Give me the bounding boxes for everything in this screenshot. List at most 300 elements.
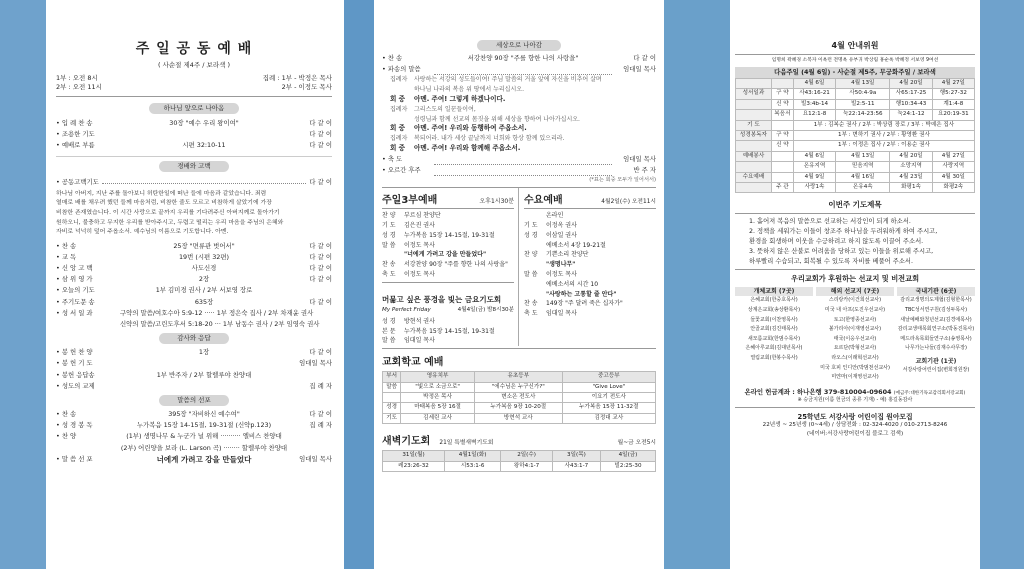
order-leader: 다 같 이 xyxy=(309,119,332,127)
order-label: • 교 독 xyxy=(56,252,120,263)
table-cell: 구 약 xyxy=(771,131,793,141)
order-detail xyxy=(120,358,288,369)
litany-text: 아멘. 주여! 우리와 함께해 주옵소서. xyxy=(414,143,521,152)
table-cell: 4월 20일 xyxy=(890,79,932,89)
order-leader: 다 같 이 xyxy=(309,252,332,261)
service-row xyxy=(524,299,656,309)
page-subtitle: ( 사순절 제4주 / 보라색 ) xyxy=(158,61,230,69)
service-row xyxy=(524,211,656,221)
table-cell: 믿음지역 xyxy=(836,162,890,172)
order-label: • 신 앙 고 백 xyxy=(56,263,120,274)
missions-item: 요르단(박형선교사) xyxy=(833,345,877,352)
table-row xyxy=(736,183,975,193)
table-row xyxy=(736,162,975,172)
service-row xyxy=(524,270,656,280)
middle-blue-band-1 xyxy=(344,0,374,569)
litany-text: 복되어라. 내가 세상 끝날까지 너희와 항상 함께 있으리라. xyxy=(414,135,565,143)
third-service-time: 오후1시30분 xyxy=(479,198,514,206)
missions-column-header: 해외 선교지 (7곳) xyxy=(816,287,894,296)
table-row xyxy=(383,451,656,461)
service-detail: 기쁜소리 찬양단 xyxy=(546,251,589,259)
order-list-4 xyxy=(56,409,332,465)
table-cell: 왕하4:1-7 xyxy=(501,461,553,471)
table-cell: 신 약 xyxy=(771,141,793,151)
dawn-prayer-time: 월~금 오전5시 xyxy=(617,440,656,447)
order-row xyxy=(56,297,332,308)
order-label: • 성 경 봉 독 xyxy=(56,420,120,431)
order-detail: 2장 xyxy=(198,275,210,284)
order-row xyxy=(56,274,332,285)
order-label: • 오늘의 기도 xyxy=(56,285,120,296)
service-role: 말 씀 xyxy=(382,241,396,249)
section-header-approach: 하나님 앞으로 나아옴 xyxy=(149,103,239,114)
table-cell xyxy=(736,99,772,109)
missions-columns xyxy=(735,287,975,382)
order-row xyxy=(56,319,332,330)
litany-text: 성령님과 함께 선교의 몸짓을 위해 세상을 향하여 나아가십시오. xyxy=(414,115,580,123)
litany-speaker: 집례자 xyxy=(390,105,408,113)
dawn-prayer-subtitle: 21일 특별새벽기도회 xyxy=(439,440,494,447)
table-cell xyxy=(736,141,772,151)
section-header-thanks: 감사와 응답 xyxy=(159,333,229,344)
table-row xyxy=(383,372,656,382)
table-cell: 레23:26-32 xyxy=(383,461,445,471)
table-cell: 4월1일(화) xyxy=(445,451,501,461)
service-detail: 이정도 목사 xyxy=(404,270,435,278)
order-detail: 너에게 가려고 강을 만들었다 xyxy=(156,454,252,464)
missions-item: 새모름교회(한범수목사) xyxy=(747,335,801,342)
service-role: 성 경 xyxy=(382,317,396,325)
table-cell: 31일(월) xyxy=(383,451,445,461)
missions-item: 토고(한영종선교사) xyxy=(833,316,877,323)
church-school-table xyxy=(382,371,656,424)
table-cell: "에수님은 누구신가?" xyxy=(474,382,562,392)
order-leader: 다 같 이 xyxy=(309,264,332,273)
table-cell xyxy=(383,392,401,402)
order-leader: 다 같 이 xyxy=(309,141,332,150)
service-role: 본 문 xyxy=(382,327,396,335)
table-cell: 빌3:4b-14 xyxy=(793,99,835,109)
missions-item: 서강사랑어린이집(변희정원장) xyxy=(902,367,970,374)
order-label: • 성 서 일 과 xyxy=(56,308,120,319)
order-leader xyxy=(288,443,332,454)
service-detail: 임대일 목사 xyxy=(546,310,577,318)
service-time-2: 2부 : 오전 11시 xyxy=(56,83,102,91)
service-row xyxy=(524,241,656,251)
table-cell xyxy=(736,79,772,89)
sending-row xyxy=(382,165,656,176)
sending-detail: 서강찬양 90장 "주를 향한 나의 사랑을" xyxy=(467,54,579,62)
order-label: • 말 씀 선 포 xyxy=(56,454,120,465)
missions-item: 미얀마(이재영선교사) xyxy=(831,374,879,381)
order-row xyxy=(56,308,332,319)
table-cell: 3일(목) xyxy=(552,451,600,461)
service-row xyxy=(524,280,656,290)
table-cell: 구 약 xyxy=(771,89,793,99)
order-leader: 다 같 이 xyxy=(309,130,332,139)
sending-label: • 축 도 xyxy=(382,154,434,165)
table-row xyxy=(736,110,975,120)
service-row xyxy=(382,260,514,270)
order-row xyxy=(56,129,332,140)
litany-speaker: 집례자 xyxy=(390,76,408,84)
order-detail: (1부) 생명나무 & 누군가 널 위해 ·········· 엘비스 찬양대 xyxy=(126,432,282,441)
table-row xyxy=(736,151,975,161)
friday-list xyxy=(382,317,514,346)
missions-item: 태국(이응우선교사) xyxy=(833,335,877,342)
missions-item: 볼가리아(이재영선교사) xyxy=(828,326,882,333)
table-row xyxy=(383,382,656,392)
order-label: • 성도의 교제 xyxy=(56,381,120,392)
table-cell: 성경봉독자 xyxy=(736,131,772,141)
litany-text: 그리스도의 일꾼들이여, xyxy=(414,105,476,113)
table-cell: 4월 23일 xyxy=(890,172,932,182)
order-leader xyxy=(288,431,332,442)
service-detail: 에베소서의 시간 10 xyxy=(546,280,599,288)
table-cell xyxy=(736,110,772,120)
table-cell: 누가복음 15장 11-32절 xyxy=(562,403,655,413)
service-row xyxy=(382,327,514,337)
dawn-prayer-title: 새벽기도회 xyxy=(382,436,431,448)
table-cell: 4월 16일 xyxy=(836,172,890,182)
missions-item: 은혜아루교회(김대년목사) xyxy=(745,345,803,352)
service-detail: "생명나무" xyxy=(546,261,576,269)
service-times xyxy=(56,74,332,92)
order-detail: 신약의 말씀/고린도후서 5:18-20 ··· 1부 남동수 권사 / 2부 임영숙 권사 xyxy=(120,320,320,329)
service-role: 기 도 xyxy=(382,221,396,229)
table-cell: 행5:27-32 xyxy=(932,89,974,99)
service-row xyxy=(382,270,514,280)
third-service-block xyxy=(382,188,519,346)
wednesday-block xyxy=(519,188,656,346)
order-detail: 19번 (시편 32편) xyxy=(178,252,229,261)
table-cell xyxy=(771,79,793,89)
missions-item: 안골교회(김진태목사) xyxy=(750,326,798,333)
service-detail: 온라인 xyxy=(546,212,564,220)
order-leader: 집 례 자 xyxy=(309,421,332,430)
service-role: 말 씀 xyxy=(524,270,538,278)
table-cell: 중고등부 xyxy=(562,372,655,382)
table-row xyxy=(383,403,656,413)
order-leader: 다 같 이 xyxy=(309,348,332,357)
table-cell: 사43:16-21 xyxy=(793,89,835,99)
service-row xyxy=(382,317,514,327)
section-header-word: 말씀의 선포 xyxy=(159,395,229,406)
service-row xyxy=(382,241,514,251)
table-cell xyxy=(736,183,772,193)
bank-note: ※ 승금지원(이름 헌금의 종류 기재) - 예) 홍길동감사 xyxy=(797,396,913,403)
table-cell: 빌2:5-11 xyxy=(836,99,890,109)
table-cell: 화평2속 xyxy=(932,183,974,193)
table-cell: 4월 13일 xyxy=(836,151,890,161)
table-cell: 온유4속 xyxy=(836,183,890,193)
table-cell: 1부 : 이정은 집사 / 2부 : 이용순 권사 xyxy=(793,141,974,151)
order-detail: 1부 반주자 / 2부 할렐루야 찬양대 xyxy=(156,370,252,379)
prayer-title: 이번주 기도제목 xyxy=(828,200,882,210)
table-row xyxy=(383,461,656,471)
schedule-table xyxy=(735,78,975,193)
table-cell: 수요예배 xyxy=(736,172,772,182)
order-label: • 주기도문 송 xyxy=(56,297,120,308)
table-cell: 사랑지역 xyxy=(932,162,974,172)
order-leader: 임대일 목사 xyxy=(299,359,332,368)
table-cell: "Give Love" xyxy=(562,382,655,392)
table-cell: 눅24:1-12 xyxy=(890,110,932,120)
missions-item: 은혜교회(한중호목사) xyxy=(750,297,798,304)
table-cell: 2일(수) xyxy=(501,451,553,461)
table-cell: 4월 20일 xyxy=(890,151,932,161)
prayer-item: 2. 정책을 세워가는 이들이 창조주 하나님을 두려워하게 하여 주시고, xyxy=(749,228,938,236)
service-row xyxy=(382,231,514,241)
litany-line xyxy=(390,134,656,144)
service-detail: 김은진 권사 xyxy=(404,221,435,229)
table-cell: 빌2:25-30 xyxy=(600,461,655,471)
order-row xyxy=(56,431,332,442)
litany-speaker: 회 중 xyxy=(390,143,406,152)
service-detail: 이정도 목사 xyxy=(404,241,435,249)
third-service-title: 주일3부예배 xyxy=(382,195,438,207)
left-blue-band xyxy=(0,0,46,569)
sending-leader: 다 같 이 xyxy=(633,54,656,62)
service-detail: 방현석 권사 xyxy=(404,317,435,325)
sending-row xyxy=(382,53,656,64)
table-cell: 부서 xyxy=(383,372,401,382)
officiant-1: 집례 : 1부 - 박정은 목사 xyxy=(262,74,332,82)
table-cell: 사43:1-7 xyxy=(552,461,600,471)
order-leader xyxy=(288,370,332,381)
order-detail: 누가복음 15장 14-15절, 19-31절 (신약p.123) xyxy=(136,421,272,430)
table-cell: 눅22:14-23:56 xyxy=(836,110,890,120)
sending-label: • 파송의 말씀 xyxy=(382,64,434,75)
service-detail: 누가복음 15장 14-15절, 19-31절 xyxy=(404,231,495,239)
table-row xyxy=(736,99,975,109)
service-detail: 임대일 목사 xyxy=(404,337,435,345)
table-cell: 시53:1-6 xyxy=(445,461,501,471)
table-cell: 4월 6일 xyxy=(793,79,835,89)
order-row xyxy=(56,252,332,263)
order-leader: 다 같 이 xyxy=(309,241,332,250)
service-row xyxy=(382,250,514,260)
prayer-item: 3. 뜻하지 않은 산불로 어려움을 당하고 있는 이들을 위로해 주시고, xyxy=(749,247,934,255)
order-label: • 예배로 부름 xyxy=(56,140,120,151)
table-cell: 김세린 교사 xyxy=(401,413,475,423)
order-row xyxy=(56,118,332,129)
table-row xyxy=(736,89,975,99)
missions-item: TBC성서연구원(김성두목사) xyxy=(904,307,968,314)
sending-leader: 반 주 자 xyxy=(633,165,656,174)
order-row xyxy=(56,370,332,381)
ushers-names: 임명희 곽혜경 소복자 이옥런 전명옥 유부귀 박상림 홍순옥 박혜정 서보영 9여선 xyxy=(771,58,939,63)
standing-note: (*표는 회중 모두가 일어서서) xyxy=(589,177,656,184)
order-row xyxy=(56,409,332,420)
page-worship-order xyxy=(46,0,344,569)
table-row xyxy=(736,141,975,151)
service-detail: 에베소서 4장 19-21절 xyxy=(546,241,606,249)
table-cell: 이요기 전도사 xyxy=(562,392,655,402)
order-row xyxy=(56,443,332,454)
table-cell: 성서일과 xyxy=(736,89,772,99)
wednesday-title: 수요예배 xyxy=(524,195,563,207)
service-row xyxy=(524,221,656,231)
table-cell: 변소은 전도사 xyxy=(474,392,562,402)
litany-text: 아멘. 주여! 우리와 동행하여 주옵소서. xyxy=(414,124,527,133)
table-cell: 성경 xyxy=(383,403,401,413)
sending-label: • 찬 송 xyxy=(382,53,434,64)
service-row xyxy=(382,221,514,231)
missions-column xyxy=(897,287,975,382)
table-cell: 사랑1속 xyxy=(793,183,835,193)
litany-line xyxy=(390,95,656,105)
service-role: 축 도 xyxy=(524,310,538,318)
missions-column-header: 개체교회 (7곳) xyxy=(735,287,813,296)
missions-item: 감리교생태목회연구소(박동진목사) xyxy=(897,326,975,333)
confession-prayer: 하나님 아버지, 지난 주를 돌아보니 허탄한일에 떠난 들에 마음과 같았습니다. 죄렴 열매로 배를 채우려 했던 들께 마음처럼, 비참한 줄도 모르고 비참하게 살았기에 가장 비참한 존재였습니다. 이 시간 사랑으로 끝까지 우리를 기다려주신 아버지께로 돌아가기 원하오니, 불충하고 무지한 우리를 받아주시고, 두렵고 떨리는 우리 마음을 주님의 은혜와 자비로 넉넉히 덮어 주옵소서. 예수님의 이름으로 기도합니다. 아멘. xyxy=(56,190,284,236)
service-role: 찬 양 xyxy=(382,212,396,220)
benediction-list xyxy=(382,154,656,176)
missions-item: 나무가는나들(김재수사무장) xyxy=(905,345,967,352)
table-cell: 4월 30일 xyxy=(932,172,974,182)
third-service-list xyxy=(382,211,514,280)
order-label: • 찬 송 xyxy=(56,409,120,420)
order-row xyxy=(56,347,332,358)
order-detail: 시편 32:10-11 xyxy=(182,141,226,150)
missions-item: 메드라욕목회들연구소(송영목사) xyxy=(900,335,972,342)
sending-label: • 오르간 후주 xyxy=(382,165,434,176)
service-detail: 누가복음 15장 14-15절, 19-31절 xyxy=(404,327,495,335)
table-cell: 마태복음 5장 16절 xyxy=(401,403,475,413)
order-row xyxy=(56,420,332,431)
table-cell xyxy=(771,172,793,182)
missions-column xyxy=(816,287,894,382)
order-label: • 입 례 찬 송 xyxy=(56,118,120,129)
sending-row xyxy=(382,154,656,165)
bank-account: 온라인 헌금계좌 : 하나은행 379-810004-09604 (예금주:대한기독교감리회서강교회) xyxy=(744,387,966,396)
page-announcements xyxy=(730,0,980,569)
order-leader: 다 같 이 xyxy=(309,297,332,306)
service-row xyxy=(524,260,656,270)
officiant-2: 2부 - 이정도 목사 xyxy=(281,83,332,91)
table-cell: 1부 : 변하기 권사 / 2부 : 황영환 권사 xyxy=(793,131,974,141)
section-header-sending: 세상으로 나아감 xyxy=(477,40,561,51)
friday-time: 4월4일(금) 밤8시30분 xyxy=(457,306,514,313)
friday-title: 머묾고 싶은 풍경을 빛는 금요기도회 xyxy=(382,294,502,304)
order-detail: 25장 "면류관 벗어서" xyxy=(173,241,235,250)
litany-speaker: 회 중 xyxy=(390,124,406,133)
table-cell: "빛으로 소금으로" xyxy=(401,382,475,392)
order-leader: 다 같 이 xyxy=(309,275,332,284)
table-cell: 복음서 xyxy=(771,110,793,120)
litany-line xyxy=(390,124,656,134)
service-detail: 이정도 목사 xyxy=(546,270,577,278)
table-cell: 4월 13일 xyxy=(836,79,890,89)
table-cell: 김정대 교사 xyxy=(562,413,655,423)
litany-text: 아멘. 주여! 그렇게 하겠나이다. xyxy=(414,94,506,103)
sending-leader: 임대일 목사 xyxy=(623,154,656,163)
service-role: 축 도 xyxy=(382,270,396,278)
table-cell: 방현석 교사 xyxy=(474,413,562,423)
table-row xyxy=(736,172,975,182)
table-cell: 1부 : 김복순 권사 / 2부 : 박상림 장로 / 3부 : 박예은 집사 xyxy=(793,120,974,130)
service-role: 찬 송 xyxy=(524,300,538,308)
church-school-title: 교회학교 예배 xyxy=(382,357,444,369)
service-detail: "사랑하는 고통할 줄 안다" xyxy=(546,290,617,298)
missions-item: 미국 내 아프(도진우선교사) xyxy=(824,307,886,314)
order-row xyxy=(56,140,332,151)
table-cell: 4일(금) xyxy=(600,451,655,461)
sending-detail xyxy=(434,64,612,75)
service-row xyxy=(382,336,514,346)
table-cell xyxy=(736,162,772,172)
table-cell: 요20:19-31 xyxy=(932,110,974,120)
table-cell: 4월 9일 xyxy=(793,172,835,182)
order-label: • 조용한 기도 xyxy=(56,129,120,140)
missions-column xyxy=(735,287,813,382)
litany-line xyxy=(390,85,656,95)
section-header-worship: 경배와 고백 xyxy=(159,161,229,172)
missions-item: 상계은교회(송상환목사) xyxy=(747,307,801,314)
prayer-item: 환경을 회생하며 이웃을 수긍하려고 하지 않도록 이끌어 주소서. xyxy=(749,238,924,246)
order-leader xyxy=(313,308,357,319)
order-detail: 1부 김미경 권사 / 2부 서보영 장로 xyxy=(155,286,253,295)
missions-item: 미국 호피 인디안(박범천선교사) xyxy=(820,364,890,371)
middle-blue-band-2 xyxy=(664,0,730,569)
litany-text: 사랑하는 서강의 성도들이여! 주님 말씀의 거울 앞에 자신을 비추어 살며 xyxy=(414,76,602,84)
service-time-1: 1부 : 오전 8시 xyxy=(56,74,98,82)
sending-detail xyxy=(434,154,612,165)
order-detail xyxy=(120,381,288,392)
service-row xyxy=(524,250,656,260)
litany-speaker: 회 중 xyxy=(390,94,406,103)
table-cell: 행10:34-43 xyxy=(890,99,932,109)
missions-item: 스리랑카(이건희선교사) xyxy=(828,297,882,304)
table-cell: 말씀 xyxy=(383,382,401,392)
order-label: • 봉헌 응답송 xyxy=(56,370,120,381)
table-cell xyxy=(771,151,793,161)
service-row xyxy=(382,211,514,221)
table-row xyxy=(383,392,656,402)
service-detail: 서강찬양 90장 "주를 향한 나의 사랑을" xyxy=(404,261,508,269)
table-row xyxy=(736,79,975,89)
order-detail: 30장 "예수 우리 왕이여" xyxy=(169,119,239,127)
order-leader xyxy=(288,285,332,296)
table-cell: 유초등부 xyxy=(474,372,562,382)
order-detail: 635장 xyxy=(194,297,214,306)
order-row xyxy=(56,285,332,296)
sending-row xyxy=(382,64,656,75)
missions-item: 들꽃교회(이찬영목사) xyxy=(750,316,798,323)
wednesday-time: 4월2일(수) 오전11시 xyxy=(601,199,656,206)
table-cell: 요12:1-8 xyxy=(793,110,835,120)
order-label: • 찬 양 xyxy=(56,431,120,442)
prayer-list xyxy=(735,217,975,266)
next-sunday-bar: 다음주일 (4월 6일) - 사순절 제5주, 무궁화주일 / 보라색 xyxy=(735,67,975,78)
table-row xyxy=(736,131,975,141)
friday-subtitle: My Perfect Friday xyxy=(382,306,431,313)
sending-leader: 임대일 목사 xyxy=(623,65,656,74)
litany-speaker: 집례자 xyxy=(390,135,408,143)
missions-item: 감리교생명의도제협(김형한목사) xyxy=(900,297,972,304)
order-detail xyxy=(120,129,288,140)
prayer-item: 하루빨리 수습되고, 회복될 수 있도록 자비를 베풀어 주소서. xyxy=(749,257,914,265)
order-label: • 찬 송 xyxy=(56,241,120,252)
service-detail: 이정옥 권사 xyxy=(546,221,577,229)
table-cell: 누가복음 9장 10-20절 xyxy=(474,403,562,413)
service-role: 말 씀 xyxy=(382,337,396,345)
order-row xyxy=(56,381,332,392)
right-blue-band xyxy=(980,0,1024,569)
service-detail: 부르심 찬양단 xyxy=(404,212,441,220)
table-cell: 주 관 xyxy=(771,183,793,193)
